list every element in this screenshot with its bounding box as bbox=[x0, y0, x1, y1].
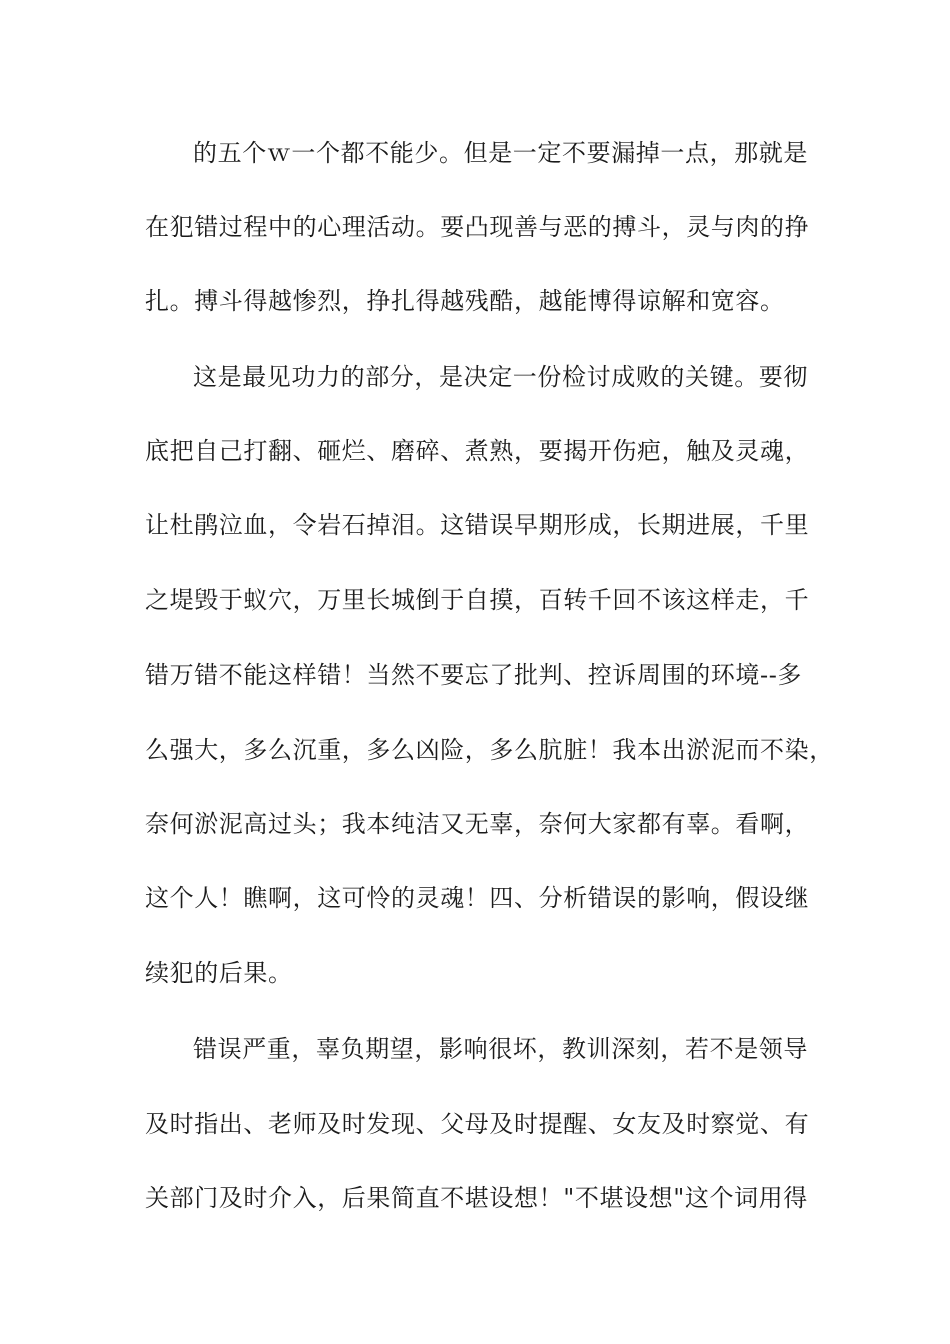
text-line: 这是最见功力的部分，是决定一份检讨成败的关键。要彻 bbox=[193, 363, 808, 391]
text-line: 的五个ｗ一个都不能少。但是一定不要漏掉一点，那就是 bbox=[193, 139, 808, 167]
text-line: 之堤毁于蚁穴，万里长城倒于自摸，百转千回不该这样走，千 bbox=[145, 586, 810, 614]
text-line: 关部门及时介入，后果简直不堪设想！"不堪设想"这个词用得 bbox=[145, 1184, 808, 1212]
text-line: 续犯的后果。 bbox=[145, 959, 293, 987]
text-line: 错误严重，辜负期望，影响很坏，教训深刻，若不是领导 bbox=[193, 1035, 808, 1063]
text-line: 让杜鹃泣血，令岩石掉泪。这错误早期形成，长期进展，千里 bbox=[145, 511, 810, 539]
text-line: 奈何淤泥高过头；我本纯洁又无辜，奈何大家都有辜。看啊， bbox=[145, 810, 810, 838]
text-line: 及时指出、老师及时发现、父母及时提醒、女友及时察觉、有 bbox=[145, 1110, 810, 1138]
text-line: 错万错不能这样错！当然不要忘了批判、控诉周围的环境--多 bbox=[145, 661, 803, 689]
text-line: 在犯错过程中的心理活动。要凸现善与恶的搏斗，灵与肉的挣 bbox=[145, 213, 810, 241]
text-line: 扎。搏斗得越惨烈，挣扎得越残酷，越能博得谅解和宽容。 bbox=[145, 287, 785, 315]
text-line: 么强大，多么沉重，多么凶险，多么肮脏！我本出淤泥而不染， bbox=[145, 736, 834, 764]
text-line: 底把自己打翻、砸烂、磨碎、煮熟，要揭开伤疤，触及灵魂， bbox=[145, 437, 810, 465]
text-line: 这个人！瞧啊，这可怜的灵魂！四、分析错误的影响，假设继 bbox=[145, 884, 810, 912]
